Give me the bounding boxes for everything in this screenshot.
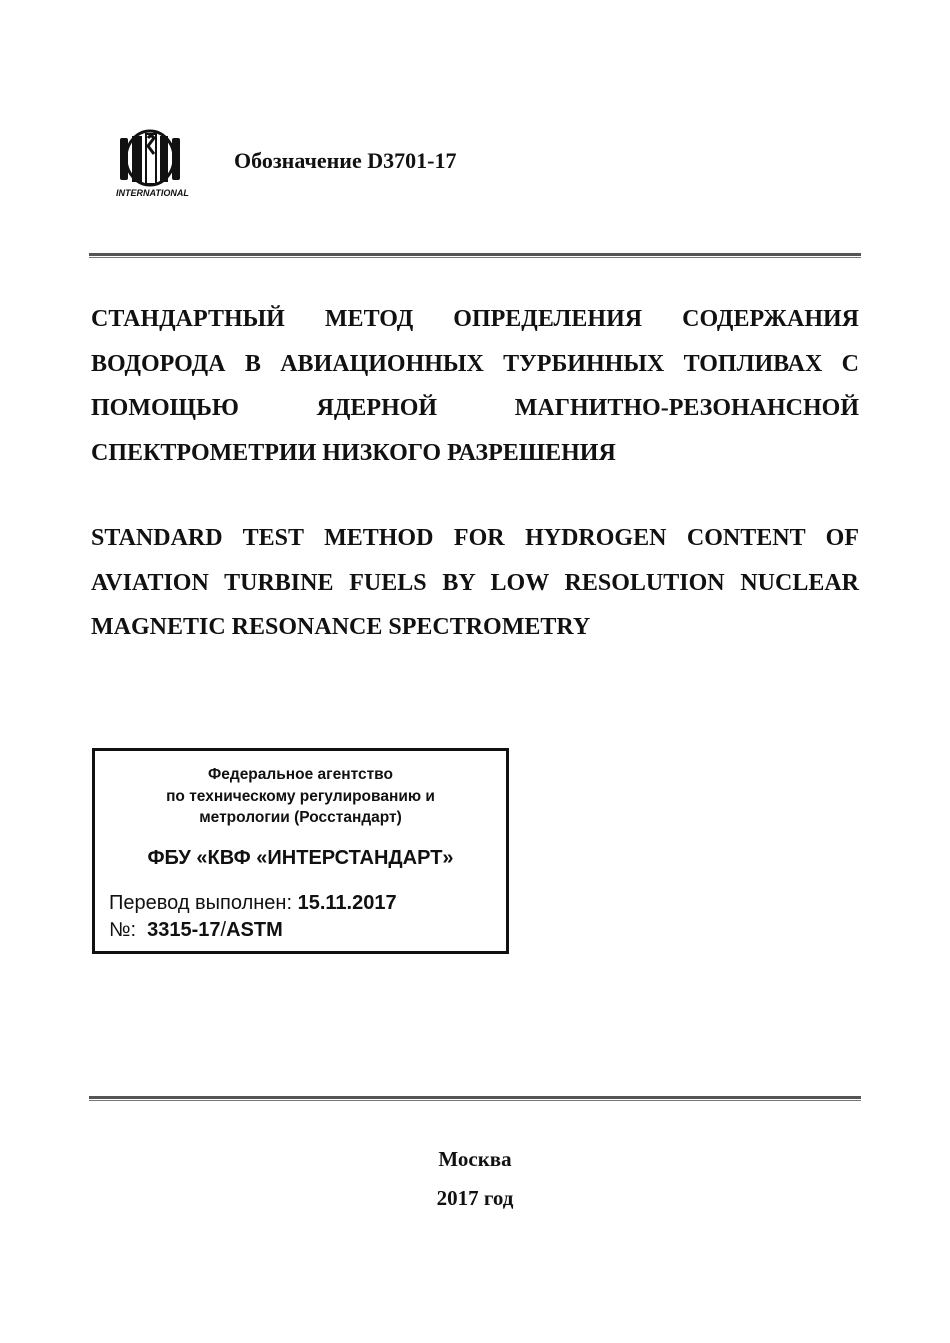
translation-number-value: 3315-17: [147, 919, 221, 941]
top-divider: [89, 253, 861, 258]
title-ru-line: ВОДОРОДА В АВИАЦИОННЫХ ТУРБИННЫХ ТОПЛИВАХ С: [91, 350, 859, 377]
title-ru-line: СТАНДАРТНЫЙ МЕТОД ОПРЕДЕЛЕНИЯ СОДЕРЖАНИЯ: [91, 306, 859, 332]
agency-line: по техническому регулированию и: [166, 787, 435, 805]
year: 2017 год: [436, 1186, 514, 1210]
logo-international-text: INTERNATIONAL: [116, 188, 189, 198]
translation-date-line: [109, 892, 397, 915]
agency-line: метрологии (Росстандарт): [199, 809, 402, 826]
translation-stamp: [92, 748, 509, 954]
title-russian: [91, 297, 859, 475]
title-en-line: AVIATION TURBINE FUELS BY LOW RESOLUTION NUCLEAR: [91, 569, 859, 596]
city: Москва: [438, 1147, 512, 1171]
title-ru-line: ПОМОЩЬЮ ЯДЕРНОЙ МАГНИТНО-РЕЗОНАНСНОЙ: [91, 395, 859, 421]
translation-number-line: [109, 919, 283, 942]
organization-name: ФБУ «КВФ «ИНТЕРСТАНДАРТ»: [147, 847, 454, 869]
title-ru-line: СПЕКТРОМЕТРИИ НИЗКОГО РАЗРЕШЕНИЯ: [91, 439, 616, 466]
agency-name: [95, 764, 506, 829]
translation-number-suffix: ASTM: [226, 919, 283, 941]
translation-date-value: 15.11.2017: [297, 892, 397, 914]
designation: Обозначение D3701-17: [234, 148, 457, 173]
agency-line: Федеральное агентство: [208, 766, 393, 783]
astm-logo: [112, 128, 200, 200]
title-en-line: STANDARD TEST METHOD FOR HYDROGEN CONTENT OF: [91, 525, 859, 551]
bottom-divider: [89, 1096, 861, 1101]
translation-number-label: №:: [109, 919, 137, 941]
translation-number-separator: /: [220, 919, 227, 941]
title-en-line: MAGNETIC RESONANCE SPECTROMETRY: [91, 614, 591, 640]
translation-date-label: Перевод выполнен:: [109, 892, 293, 914]
title-english: [91, 516, 859, 650]
